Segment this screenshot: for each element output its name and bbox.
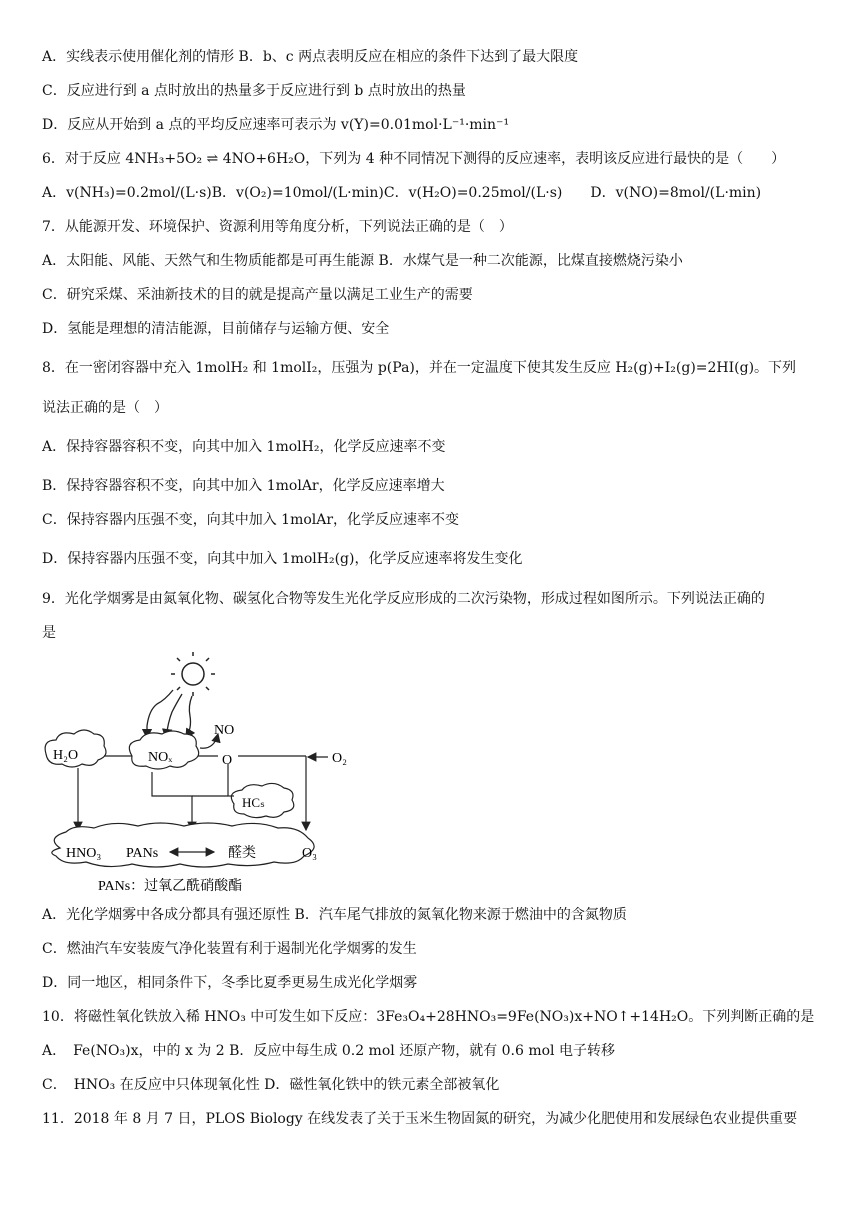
line-10a: A． Fe(NO₃)x，中的 x 为 2 B．反应中每生成 0.2 mol 还原产物，就有 0.6 mol 电子转移 <box>42 1043 615 1059</box>
diagram-caption: PANs：过氧乙酰硝酸酯 <box>98 879 243 894</box>
o2-label: O₂ <box>332 751 347 766</box>
line-q8: 8．在一密闭容器中充入 1molH₂ 和 1molI₂，压强为 p(Pa)，并在一定温度下使其发生反应 H₂(g)+I₂(g)=2HI(g)。下列 <box>42 360 797 376</box>
line-10c: C． HNO₃ 在反应中只体现氧化性 D．磁性氧化铁中的铁元素全部被氧化 <box>42 1077 500 1093</box>
line-q8b: 说法正确的是（ ） <box>42 400 168 416</box>
hcs-label: HCₛ <box>242 795 265 810</box>
line-8a: A．保持容器容积不变，向其中加入 1molH₂，化学反应速率不变 <box>42 439 446 455</box>
o3-label: O₃ <box>302 846 317 861</box>
line-9a: A．光化学烟雾中各成分都具有强还原性 B．汽车尾气排放的氮氧化物来源于燃油中的含氮物质 <box>42 907 627 923</box>
products-cloud <box>52 823 317 867</box>
sun-icon <box>171 652 215 696</box>
photochemical-smog-diagram <box>40 652 360 902</box>
line-5c: C．反应进行到 a 点时放出的热量多于反应进行到 b 点时放出的热量 <box>42 83 466 99</box>
line-7c: C．研究采煤、采油新技术的目的就是提高产量以满足工业生产的需要 <box>42 287 473 303</box>
line-8c: C．保持容器内压强不变，向其中加入 1molAr，化学反应速率不变 <box>42 512 460 528</box>
line-7d: D．氢能是理想的清洁能源，目前储存与运输方便、安全 <box>42 321 390 337</box>
line-8b: B．保持容器容积不变，向其中加入 1molAr，化学反应速率增大 <box>42 478 445 494</box>
line-q11: 11．2018 年 8 月 7 日，PLOS Biology 在线发表了关于玉米生物固氮的研究，为减少化肥使用和发展绿色农业提供重要 <box>42 1111 798 1127</box>
pans-label: PANs <box>126 846 159 861</box>
nox-cloud <box>129 731 198 769</box>
line-9c: C．燃油汽车安装废气净化装置有利于遏制光化学烟雾的发生 <box>42 941 417 957</box>
line-8d: D．保持容器内压强不变，向其中加入 1molH₂(g)，化学反应速率将发生变化 <box>42 551 523 567</box>
o-label: O <box>222 753 233 768</box>
line-q10: 10．将磁性氧化铁放入稀 HNO₃ 中可发生如下反应：3Fe₃O₄+28HNO₃=9Fe(NO₃)x+NO↑+14H₂O。下列判断正确的是 <box>42 1009 815 1025</box>
hno3-label: HNO₃ <box>66 846 102 861</box>
line-9d: D．同一地区，相同条件下，冬季比夏季更易生成光化学烟雾 <box>42 975 418 991</box>
line-5d: D．反应从开始到 a 点的平均反应速率可表示为 v(Y)=0.01mol·L⁻¹·min⁻¹ <box>42 117 510 133</box>
line-7a: A．太阳能、风能、天然气和生物质能都是可再生能源 B．水煤气是一种二次能源，比煤直接燃烧污染小 <box>42 253 683 269</box>
line-q7: 7．从能源开发、环境保护、资源利用等角度分析，下列说法正确的是（ ） <box>42 219 513 235</box>
nox-label: NOₓ <box>148 750 173 765</box>
no-label: NO <box>214 723 235 738</box>
hcs-cloud <box>231 783 293 817</box>
line-5a: A．实线表示使用催化剂的情形 B．b、c 两点表明反应在相应的条件下达到了最大限度 <box>42 49 579 65</box>
aldehydes-label: 醛类 <box>228 846 256 861</box>
h2o-cloud <box>45 730 106 767</box>
line-q9b: 是 <box>42 625 56 641</box>
line-q6: 6．对于反应 4NH₃+5O₂ ⇌ 4NO+6H₂O，下列为 4 种不同情况下测得的反应速率，表明该反应进行最快的是（ ） <box>42 151 786 167</box>
h2o-label: H₂O <box>53 748 79 763</box>
line-q9: 9．光化学烟雾是由氮氧化物、碳氢化合物等发生光化学反应形成的二次污染物，形成过程如图所示。下列说法正确的 <box>42 591 765 607</box>
line-6a: A．v(NH₃)=0.2mol/(L·s)B．v(O₂)=10mol/(L·min)C．v(H₂O)=0.25mol/(L·s) D．v(NO)=8mol/(L·min) <box>42 185 762 201</box>
